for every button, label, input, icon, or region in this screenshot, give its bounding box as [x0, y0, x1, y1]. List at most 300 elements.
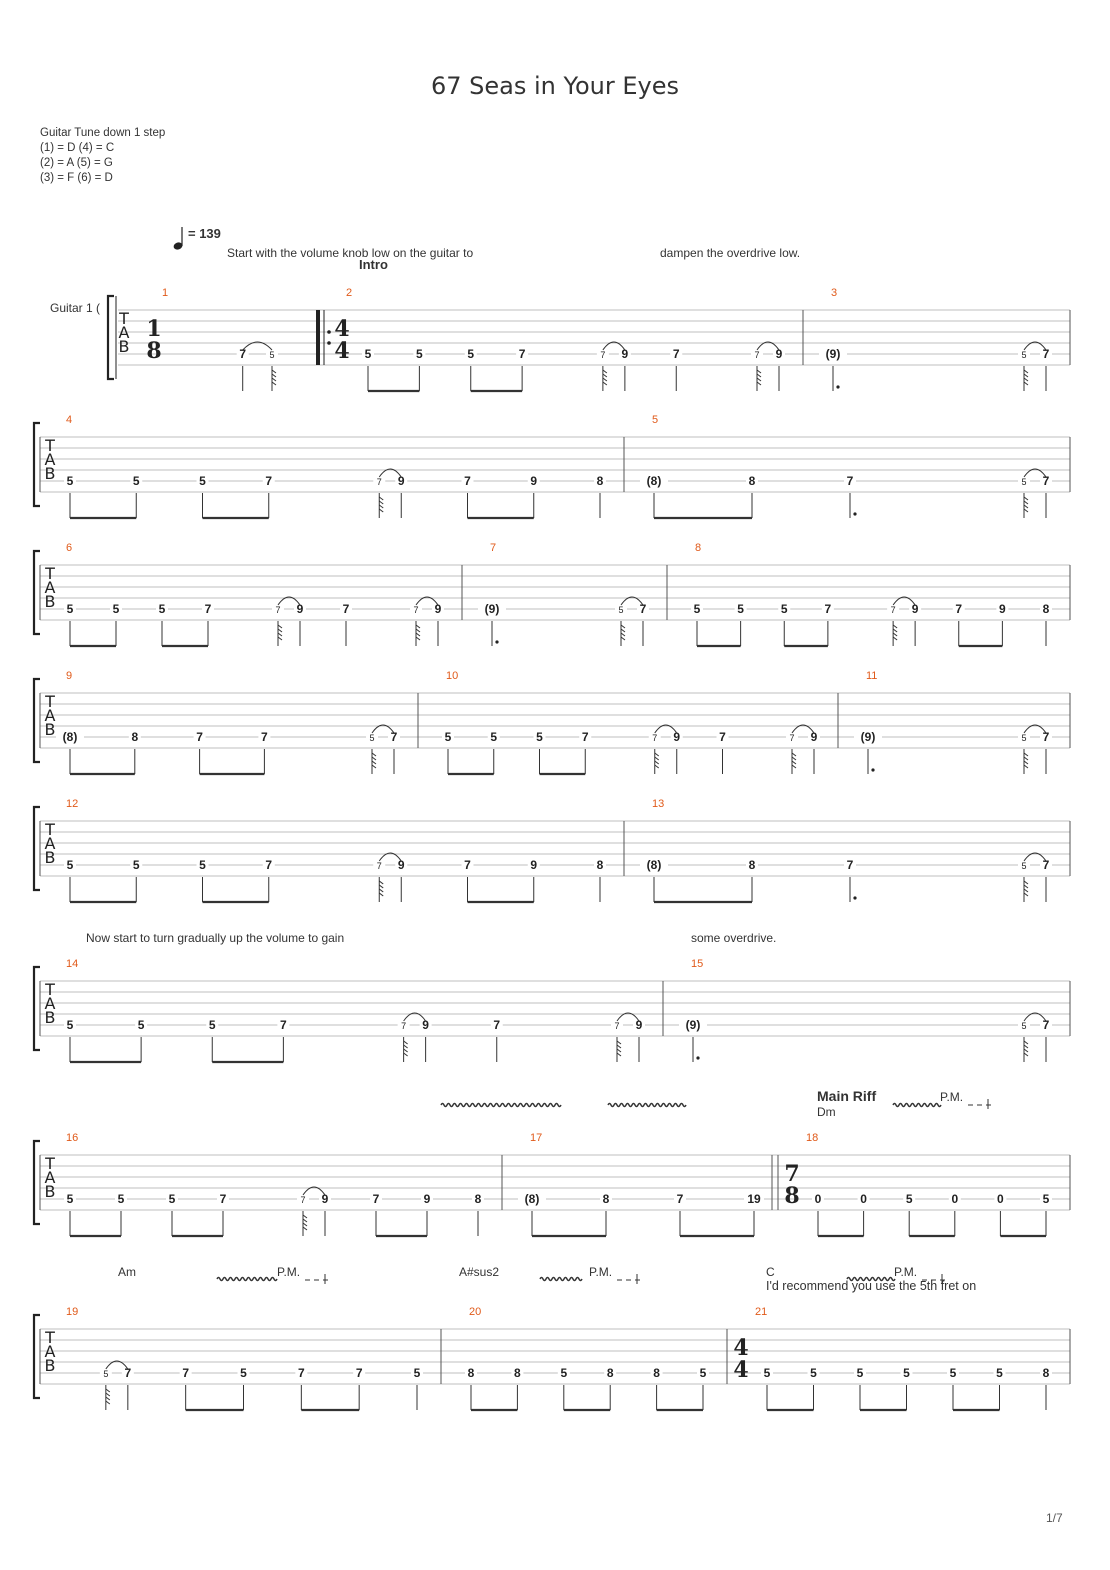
grace-flag	[416, 625, 420, 628]
text-annotation: I'd recommend you use the 5th fret on	[766, 1279, 977, 1293]
tab-clef-letter: T	[45, 1328, 55, 1347]
fret-number: 7	[355, 1366, 363, 1380]
grace-flag	[416, 637, 420, 640]
grace-flag	[1024, 509, 1028, 512]
fret-number: 9	[775, 347, 783, 361]
tab-clef-letter: A	[44, 578, 56, 597]
fret-number: (8)	[646, 474, 662, 488]
grace-flag	[1024, 501, 1028, 504]
time-signature-top: 1	[146, 316, 162, 342]
grace-flag	[416, 633, 420, 636]
grace-fret-number: 5	[618, 605, 624, 615]
grace-flag	[1024, 497, 1028, 500]
grace-flag	[404, 1049, 408, 1052]
grace-flag	[379, 501, 383, 504]
fret-number: 7	[1042, 474, 1050, 488]
fret-number: 5	[699, 1366, 707, 1380]
grace-flag	[655, 761, 659, 764]
fret-number: 5	[780, 602, 788, 616]
grace-flag	[1024, 374, 1028, 377]
tab-clef-letter: T	[45, 564, 55, 583]
fret-number: 9	[397, 474, 405, 488]
fret-number: 5	[996, 1366, 1003, 1380]
tab-clef-letter: B	[44, 592, 56, 611]
grace-flag	[1024, 753, 1028, 756]
fret-number: 5	[856, 1366, 864, 1380]
fret-number: 5	[66, 474, 74, 488]
fret-number: 8	[602, 1192, 610, 1206]
dotted-note	[836, 385, 839, 388]
fret-number: 5	[199, 858, 206, 872]
grace-flag	[272, 374, 276, 377]
fret-number: 9	[635, 1018, 643, 1032]
palm-mute-label: P.M.	[277, 1265, 301, 1279]
grace-flag	[303, 1219, 307, 1222]
grace-fret-number: 7	[376, 861, 382, 871]
grace-flag	[655, 757, 659, 760]
grace-flag	[603, 374, 607, 377]
fret-number: 7	[676, 1192, 684, 1206]
vibrato-mark	[441, 1104, 561, 1107]
vibrato-mark	[217, 1278, 277, 1281]
measure-number: 18	[806, 1132, 819, 1144]
time-signature-bottom: 8	[784, 1183, 800, 1209]
fret-number: 8	[606, 1366, 614, 1380]
fret-number: 5	[949, 1366, 957, 1380]
measure-number: 5	[652, 414, 659, 426]
fret-number: 5	[536, 730, 543, 744]
tab-clef-letter: B	[44, 1182, 56, 1201]
tab-clef-letter: T	[45, 1154, 55, 1173]
grace-flag	[603, 378, 607, 381]
grace-flag	[1024, 893, 1028, 896]
tab-clef-letter: B	[44, 1356, 56, 1375]
measure-number: 4	[66, 414, 73, 426]
grace-fret-number: 5	[269, 350, 275, 360]
grace-flag	[404, 1045, 408, 1048]
dotted-note	[853, 512, 856, 515]
fret-number: 7	[390, 730, 398, 744]
grace-flag	[617, 1053, 621, 1056]
grace-flag	[621, 625, 625, 628]
tab-clef-letter: B	[118, 337, 130, 356]
repeat-dot	[327, 341, 331, 345]
tuning-line: (3) = F (6) = D	[40, 172, 113, 184]
tab-clef-letter: T	[45, 980, 55, 999]
fret-number: 5	[413, 1366, 421, 1380]
grace-flag	[372, 761, 376, 764]
grace-flag	[1024, 881, 1028, 884]
fret-number: 7	[297, 1366, 305, 1380]
fret-number: (8)	[646, 858, 662, 872]
system-bracket	[34, 551, 40, 634]
grace-flag	[893, 633, 897, 636]
fret-number: 8	[514, 1366, 521, 1380]
grace-flag	[106, 1397, 110, 1400]
tempo-marking: = 139	[188, 226, 221, 241]
fret-number: 7	[846, 474, 854, 488]
fret-number: 9	[321, 1192, 329, 1206]
fret-number: 8	[748, 474, 756, 488]
dotted-note	[871, 768, 874, 771]
fret-number: 5	[810, 1366, 817, 1380]
fret-number: 9	[999, 602, 1006, 616]
grace-fret-number: 7	[600, 350, 606, 360]
measure-number: 9	[66, 670, 73, 682]
fret-number: 7	[846, 858, 854, 872]
fret-number: (9)	[825, 347, 841, 361]
system-bracket	[34, 679, 40, 762]
fret-number: (9)	[484, 602, 500, 616]
fret-number: 7	[124, 1366, 132, 1380]
measure-number: 10	[446, 670, 459, 682]
fret-number: 7	[824, 602, 832, 616]
grace-flag	[1024, 382, 1028, 385]
tuning-heading: Guitar Tune down 1 step	[40, 127, 166, 139]
fret-number: 9	[530, 858, 538, 872]
system-bracket	[34, 1141, 40, 1224]
tab-clef-letter: B	[44, 464, 56, 483]
tuning-line: (2) = A (5) = G	[40, 157, 113, 169]
fret-number: 7	[1042, 347, 1050, 361]
tab-clef-letter: A	[44, 1168, 56, 1187]
system-bracket	[34, 423, 40, 506]
measure-number: 2	[346, 287, 353, 299]
fret-number: (9)	[685, 1018, 701, 1032]
grace-flag	[1024, 505, 1028, 508]
fret-number: 7	[639, 602, 647, 616]
measure-number: 8	[695, 542, 702, 554]
fret-number: 9	[810, 730, 818, 744]
grace-flag	[372, 765, 376, 768]
grace-flag	[757, 374, 761, 377]
grace-flag	[379, 893, 383, 896]
fret-number: 9	[673, 730, 681, 744]
fret-number: 8	[1042, 1366, 1050, 1380]
fret-number: 5	[444, 730, 452, 744]
grace-flag	[303, 1223, 307, 1226]
grace-flag	[372, 757, 376, 760]
grace-fret-number: 5	[369, 733, 375, 743]
grace-flag	[792, 761, 796, 764]
measure-number: 16	[66, 1132, 79, 1144]
measure-number: 21	[755, 1306, 768, 1318]
fret-number: 5	[199, 474, 206, 488]
fret-number: 7	[1042, 1018, 1050, 1032]
grace-flag	[792, 757, 796, 760]
dotted-note	[853, 896, 856, 899]
fret-number: 9	[911, 602, 919, 616]
song-title: 67 Seas in Your Eyes	[430, 72, 679, 100]
tab-clef-letter: B	[44, 1008, 56, 1027]
fret-number: 7	[196, 730, 203, 744]
fret-number: 7	[261, 730, 268, 744]
fret-number: 7	[204, 602, 212, 616]
grace-fret-number: 5	[1021, 1021, 1027, 1031]
text-annotation: dampen the overdrive low.	[660, 246, 801, 260]
fret-number: 0	[814, 1192, 822, 1206]
fret-number: 5	[467, 347, 475, 361]
fret-number: 7	[239, 347, 247, 361]
fret-number: 5	[240, 1366, 247, 1380]
fret-number: 7	[265, 858, 273, 872]
fret-number: 0	[951, 1192, 959, 1206]
fret-number: 5	[66, 1192, 74, 1206]
fret-number: 7	[182, 1366, 190, 1380]
grace-fret-number: 7	[754, 350, 760, 360]
palm-mute-label: P.M.	[940, 1090, 964, 1104]
fret-number: 5	[66, 602, 74, 616]
fret-number: 9	[422, 1018, 429, 1032]
tab-clef-letter: A	[44, 994, 56, 1013]
grace-flag	[379, 881, 383, 884]
grace-fret-number: 7	[275, 605, 281, 615]
tuning-line: (1) = D (4) = C	[40, 142, 115, 154]
fret-number: (8)	[62, 730, 78, 744]
measure-number: 14	[66, 958, 79, 970]
grace-fret-number: 7	[376, 477, 382, 487]
tab-clef-letter: T	[45, 692, 55, 711]
grace-flag	[617, 1041, 621, 1044]
time-signature-top: 4	[334, 316, 350, 342]
fret-number: 5	[490, 730, 498, 744]
tab-clef-letter: B	[44, 720, 56, 739]
grace-flag	[1024, 1049, 1028, 1052]
fret-number: 8	[748, 858, 756, 872]
fret-number: 5	[737, 602, 744, 616]
fret-number: 9	[423, 1192, 431, 1206]
grace-fret-number: 5	[103, 1369, 109, 1379]
grace-flag	[303, 1215, 307, 1218]
fret-number: 5	[763, 1366, 771, 1380]
fret-number: 19	[747, 1192, 761, 1206]
tab-clef-letter: A	[44, 706, 56, 725]
system-bracket	[34, 967, 40, 1050]
grace-fret-number: 5	[1021, 350, 1027, 360]
fret-number: 8	[474, 1192, 482, 1206]
grace-flag	[372, 753, 376, 756]
measure-number: 17	[530, 1132, 543, 1144]
grace-fret-number: 5	[1021, 733, 1027, 743]
grace-flag	[893, 637, 897, 640]
fret-number: 5	[117, 1192, 125, 1206]
measure-number: 15	[691, 958, 704, 970]
fret-number: (9)	[860, 730, 876, 744]
grace-flag	[617, 1045, 621, 1048]
grace-flag	[1024, 889, 1028, 892]
grace-flag	[893, 625, 897, 628]
grace-flag	[272, 382, 276, 385]
system-bracket	[34, 807, 40, 890]
chord-label: Dm	[817, 1105, 836, 1119]
measure-number: 1	[162, 287, 169, 299]
grace-flag	[272, 378, 276, 381]
time-signature-top: 4	[733, 1335, 749, 1361]
section-label-main-riff: Main Riff	[817, 1088, 877, 1104]
chord-label: Am	[118, 1265, 136, 1279]
text-annotation: Now start to turn gradually up the volume to gain	[86, 931, 345, 945]
grace-flag	[792, 765, 796, 768]
measure-number: 13	[652, 798, 665, 810]
grace-flag	[1024, 1053, 1028, 1056]
fret-number: 7	[1042, 858, 1050, 872]
grace-fret-number: 7	[300, 1195, 306, 1205]
grace-flag	[655, 765, 659, 768]
fret-number: 5	[168, 1192, 176, 1206]
fret-number: 9	[434, 602, 442, 616]
measure-number: 11	[866, 670, 878, 682]
grace-flag	[655, 753, 659, 756]
fret-number: 5	[208, 1018, 216, 1032]
grace-flag	[757, 370, 761, 373]
fret-number: 5	[132, 474, 140, 488]
fret-number: 7	[672, 347, 680, 361]
grace-fret-number: 7	[401, 1021, 407, 1031]
grace-fret-number: 5	[1021, 477, 1027, 487]
measure-number: 7	[490, 542, 497, 554]
fret-number: 5	[416, 347, 423, 361]
fret-number: 9	[621, 347, 629, 361]
fret-number: 5	[132, 858, 140, 872]
vibrato-mark	[893, 1104, 941, 1107]
grace-flag	[621, 629, 625, 632]
fret-number: 0	[860, 1192, 867, 1206]
grace-flag	[272, 370, 276, 373]
measure-number: 20	[469, 1306, 482, 1318]
tab-clef-letter: A	[118, 323, 130, 342]
palm-mute-label: P.M.	[589, 1265, 613, 1279]
fret-number: 5	[693, 602, 701, 616]
tab-clef-letter: T	[45, 436, 55, 455]
fret-number: 7	[219, 1192, 227, 1206]
grace-flag	[603, 370, 607, 373]
fret-number: 7	[265, 474, 273, 488]
fret-number: 7	[581, 730, 589, 744]
grace-flag	[278, 625, 282, 628]
fret-number: 7	[464, 858, 471, 872]
fret-number: 9	[296, 602, 304, 616]
fret-number: 7	[1042, 730, 1050, 744]
fret-number: 8	[467, 1366, 475, 1380]
fret-number: 0	[997, 1192, 1004, 1206]
fret-number: 7	[280, 1018, 287, 1032]
grace-flag	[303, 1227, 307, 1230]
fret-number: 5	[1042, 1192, 1050, 1206]
grace-flag	[757, 382, 761, 385]
text-annotation: some overdrive.	[691, 931, 777, 945]
grace-flag	[379, 889, 383, 892]
grace-flag	[404, 1053, 408, 1056]
fret-number: 7	[493, 1018, 501, 1032]
grace-flag	[379, 497, 383, 500]
vibrato-mark	[540, 1278, 582, 1281]
grace-flag	[379, 509, 383, 512]
fret-number: 5	[158, 602, 166, 616]
grace-fret-number: 5	[1021, 861, 1027, 871]
fret-number: 5	[560, 1366, 568, 1380]
grace-flag	[379, 505, 383, 508]
measure-number: 6	[66, 542, 73, 554]
measure-number: 12	[66, 798, 79, 810]
grace-fret-number: 7	[652, 733, 658, 743]
grace-flag	[792, 753, 796, 756]
fret-number: 5	[112, 602, 120, 616]
grace-fret-number: 7	[890, 605, 896, 615]
fret-number: 8	[653, 1366, 660, 1380]
fret-number: 7	[342, 602, 350, 616]
track-label: Guitar 1 (	[50, 301, 101, 315]
grace-flag	[106, 1389, 110, 1392]
tab-clef-letter: A	[44, 834, 56, 853]
fret-number: 7	[955, 602, 963, 616]
fret-number: 5	[364, 347, 372, 361]
fret-number: 7	[518, 347, 526, 361]
palm-mute-label: P.M.	[894, 1265, 918, 1279]
grace-flag	[621, 637, 625, 640]
grace-flag	[1024, 378, 1028, 381]
time-signature-bottom: 4	[733, 1357, 749, 1383]
grace-flag	[1024, 765, 1028, 768]
grace-flag	[1024, 761, 1028, 764]
grace-flag	[617, 1049, 621, 1052]
grace-fret-number: 7	[614, 1021, 620, 1031]
fret-number: 8	[596, 474, 604, 488]
system-bracket	[108, 296, 114, 379]
time-signature-bottom: 8	[146, 338, 162, 364]
measure-number: 3	[831, 287, 838, 299]
system-bracket	[34, 1315, 40, 1398]
grace-flag	[1024, 1041, 1028, 1044]
fret-number: 8	[131, 730, 139, 744]
tab-clef-letter: T	[119, 309, 129, 328]
dotted-note	[696, 1056, 699, 1059]
grace-flag	[106, 1401, 110, 1404]
tab-clef-letter: B	[44, 848, 56, 867]
grace-flag	[603, 382, 607, 385]
fret-number: 8	[596, 858, 604, 872]
fret-number: 7	[372, 1192, 380, 1206]
fret-number: 8	[1042, 602, 1050, 616]
grace-fret-number: 7	[413, 605, 419, 615]
tab-clef-letter: A	[44, 1342, 56, 1361]
tab-clef-letter: A	[44, 450, 56, 469]
grace-fret-number: 7	[789, 733, 795, 743]
fret-number: 5	[66, 1018, 74, 1032]
time-signature-top: 7	[784, 1161, 800, 1187]
time-signature-bottom: 4	[334, 338, 350, 364]
grace-flag	[757, 378, 761, 381]
grace-flag	[1024, 370, 1028, 373]
grace-flag	[1024, 885, 1028, 888]
chord-label: A#sus2	[459, 1265, 500, 1279]
tab-clef-letter: T	[45, 820, 55, 839]
fret-number: 9	[530, 474, 538, 488]
grace-flag	[278, 637, 282, 640]
grace-flag	[1024, 1045, 1028, 1048]
fret-number: 5	[905, 1192, 913, 1206]
section-label-intro: Intro	[359, 257, 388, 272]
grace-flag	[278, 633, 282, 636]
grace-flag	[106, 1393, 110, 1396]
dotted-note	[495, 640, 498, 643]
grace-flag	[1024, 757, 1028, 760]
measure-number: 19	[66, 1306, 79, 1318]
grace-flag	[893, 629, 897, 632]
grace-flag	[621, 633, 625, 636]
repeat-dot	[327, 330, 331, 334]
fret-number: 9	[397, 858, 405, 872]
grace-flag	[404, 1041, 408, 1044]
